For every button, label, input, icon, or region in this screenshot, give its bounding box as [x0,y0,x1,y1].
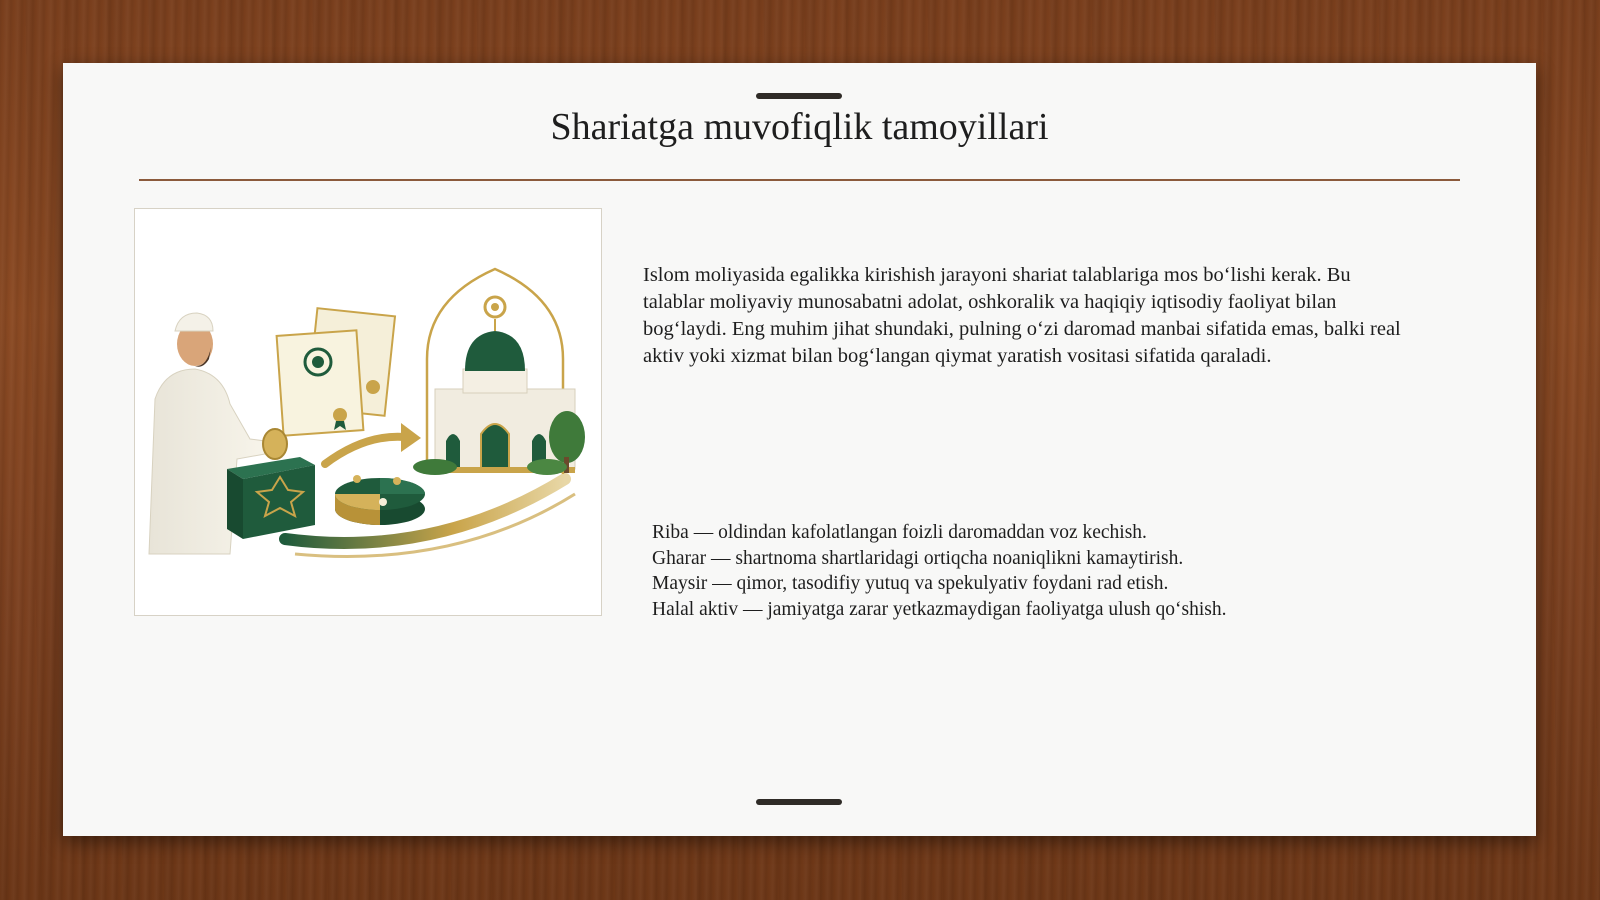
bottom-decorative-bar [756,799,842,805]
list-item: Maysir — qimor, tasodifiy yutuq va spekulyativ foydani rad etish. [652,573,1169,594]
slide-title: Shariatga muvofiqlik tamoyillari [550,106,1049,148]
list-item: Halal aktiv — jamiyatga zarar yetkazmaydigan faoliyatga ulush qo‘shish. [652,598,1227,620]
islamic-finance-illustration [135,209,601,615]
ownership-pie-icon [335,475,425,525]
coin-icon [263,429,287,459]
slide [63,63,1536,836]
principles-list [652,520,1412,622]
list-item: Riba — oldindan kafolatlangan foizli daromaddan voz kechish. [652,522,1147,543]
list-item: Gharar — shartnoma shartlaridagi ortiqcha noaniqlikni kamaytirish. [652,547,1184,569]
intro-paragraph: Islom moliyasida egalikka kirishish jarayoni shariat talablariga mos bo‘lishi kerak. Bu talablar moliyaviy munosabatni adolat, oshkoralik va haqiqiy iqtisodiy faoliyat bilan bog‘laydi. Eng muhim jihat shundaki, pulning o‘zi daromad manbai sifatida emas, balki real aktiv yoki xizmat bilan bog‘langan qiymat yaratish vositasi sifatida qaraladi. [643,264,1401,367]
investment-box-icon [227,457,315,539]
top-decorative-bar [756,93,842,99]
arc-swoosh [285,479,575,557]
certificate-icon [277,308,395,435]
title-divider [139,179,1460,181]
illustration-frame [134,208,602,616]
